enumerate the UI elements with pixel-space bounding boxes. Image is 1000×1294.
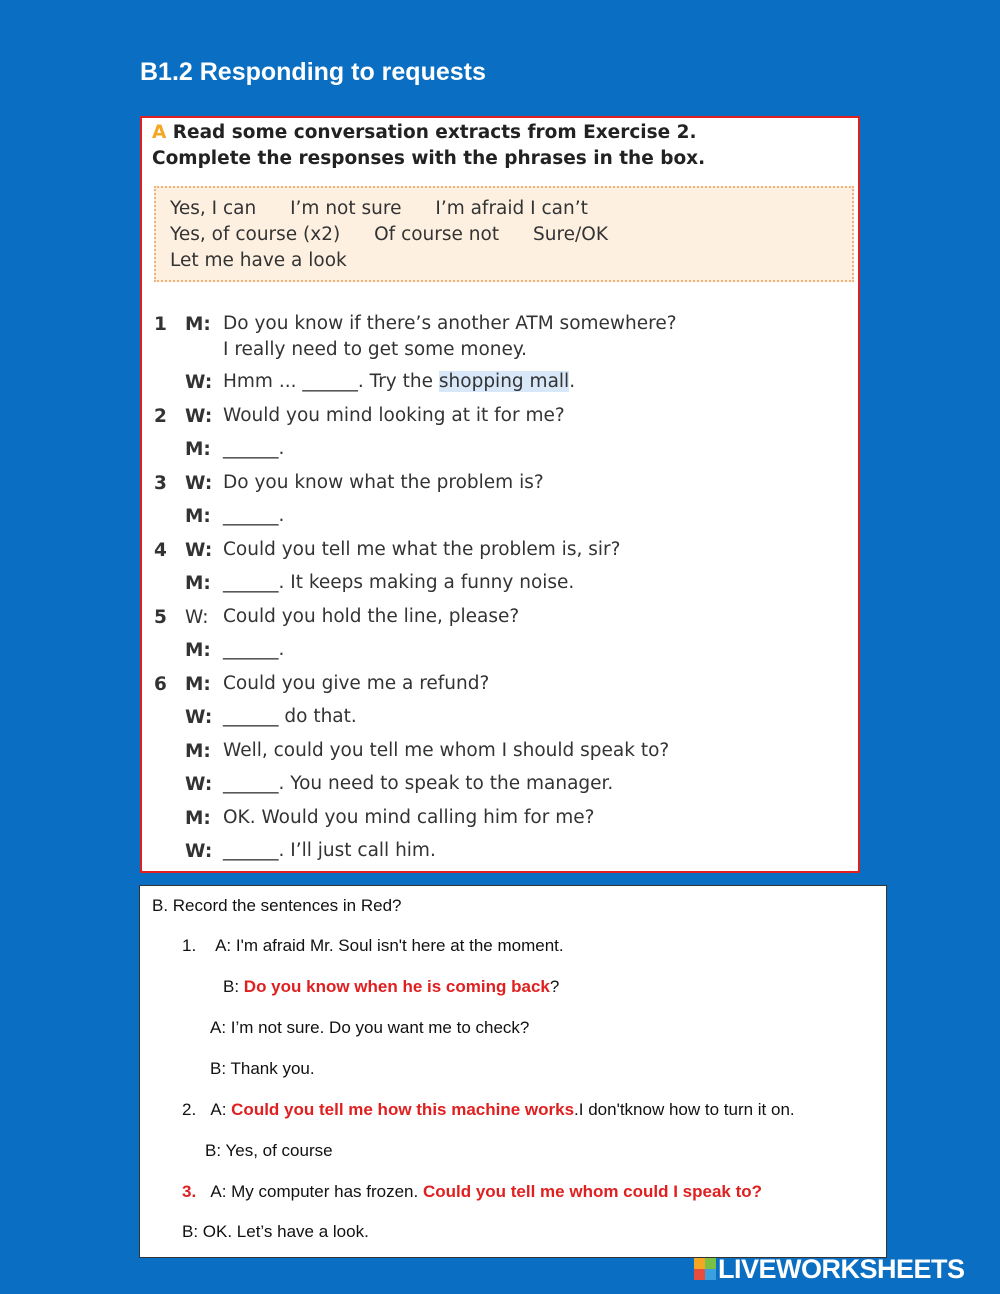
line-text: A: My computer has frozen. [210, 1182, 423, 1201]
speaker-label: W: [185, 405, 213, 427]
line-text-part: Do you know if there’s another ATM somewhere? [223, 313, 677, 334]
exercise-a-panel [140, 116, 860, 873]
dialogue-line [142, 601, 858, 635]
phrase: Let me have a look [170, 250, 347, 271]
dialogue-line [142, 467, 858, 501]
line-text [223, 537, 843, 563]
item-number: 1. [182, 936, 197, 955]
dialogue-line [142, 835, 858, 869]
phrase: Of course not [374, 224, 500, 245]
dialogue-line [142, 735, 858, 769]
item-number: 4 [154, 539, 167, 561]
line-text [223, 403, 843, 429]
line-text-part: ______. [223, 438, 285, 459]
line-text: .I don'tknow how to turn it on. [574, 1100, 795, 1119]
phrase-row [170, 222, 838, 248]
highlighted-phrase: shopping mall [438, 371, 570, 392]
line-text [223, 671, 843, 697]
line-text-part: Well, could you tell me whom I should speak to? [223, 739, 670, 761]
line-text [223, 503, 843, 529]
line-text-part: Could you tell me what the problem is, sir? [223, 538, 621, 560]
speaker-label: M: [185, 573, 211, 594]
line-text: ? [549, 977, 560, 996]
phrase: I’m not sure [290, 198, 402, 219]
exercise-b-heading: B. Record the sentences in Red? [152, 896, 402, 915]
speaker-label: M: [185, 314, 211, 335]
dialogue-line [142, 567, 858, 601]
dialogue-line [142, 433, 858, 467]
line-text-part: Could you give me a refund? [223, 672, 490, 694]
speaker-label: W: [185, 372, 213, 393]
dialogue-line [142, 701, 858, 735]
line-text-continued: I really need to get some money. [223, 339, 528, 360]
logo-mark-icon [694, 1258, 716, 1280]
line-text [223, 311, 843, 363]
dialogue-line [182, 1182, 762, 1202]
red-sentence: Do you know when he is coming back [243, 977, 550, 996]
dialogue-line [142, 768, 858, 802]
line-text [223, 570, 843, 596]
line-text-part: ______. You need to speak to the manager. [223, 773, 614, 794]
item-number: 6 [154, 673, 167, 695]
speaker-label: M: [185, 740, 211, 762]
line-text-part: ______. [223, 639, 285, 660]
line-text [223, 805, 843, 831]
speaker-label: W: [185, 707, 213, 728]
line-text-part: Would you mind looking at it for me? [223, 404, 565, 426]
line-text-part: ______. I’ll just call him. [223, 840, 436, 861]
line-text-part: Hmm ... ______. Try the [223, 371, 439, 392]
line-text: B: [223, 977, 244, 996]
instruction-line: Complete the responses with the phrases in the box. [152, 148, 706, 169]
dialogue-line [142, 668, 858, 702]
phrase: Sure/OK [532, 224, 608, 245]
phrase: I’m afraid I can’t [435, 198, 588, 219]
dialogue-line [142, 366, 858, 400]
dialogue-line [182, 936, 564, 956]
speaker-label: W: [185, 472, 213, 494]
exercise-b-panel [139, 885, 887, 1258]
item-number: 3 [154, 472, 167, 494]
speaker-label: W: [185, 841, 213, 862]
speaker-label: M: [185, 439, 211, 460]
instruction-line: Read some conversation extracts from Exercise 2. [172, 122, 697, 143]
line-text-part: ______. [223, 505, 285, 526]
item-number: 5 [154, 606, 167, 628]
phrase-row [170, 196, 838, 222]
line-text: A: I'm afraid Mr. Soul isn't here at the moment. [215, 936, 564, 955]
phrase-row [170, 248, 838, 274]
dialogue-line: B: Yes, of course [205, 1141, 333, 1160]
item-number: 2. [182, 1100, 197, 1119]
line-text [223, 604, 843, 630]
item-number: 3. [182, 1182, 197, 1201]
line-text [223, 470, 843, 496]
line-text-part: Could you hold the line, please? [223, 605, 520, 627]
line-text [223, 704, 843, 730]
exercise-letter: A [152, 122, 167, 143]
line-text [223, 838, 843, 864]
speaker-label: M: [185, 506, 211, 527]
red-sentence: Could you tell me whom could I speak to? [422, 1182, 763, 1201]
line-text-part: ______ do that. [223, 706, 357, 727]
logo-text: LIVEWORKSHEETS [718, 1254, 965, 1284]
line-text [223, 369, 843, 395]
line-text-part: . [569, 371, 576, 392]
phrase: Yes, I can [170, 198, 257, 219]
dialogue-line [142, 634, 858, 668]
dialogue-line [142, 308, 858, 366]
dialogue-line [142, 400, 858, 434]
line-text [223, 436, 843, 462]
dialogue-line [142, 500, 858, 534]
speaker-label: M: [185, 673, 211, 695]
dialogue-line: B: Thank you. [210, 1059, 315, 1078]
exercise-a-instructions [152, 120, 852, 172]
speaker-label: W: [185, 606, 209, 628]
dialogue-list [142, 308, 858, 869]
dialogue-line [142, 534, 858, 568]
phrase: Yes, of course (x2) [170, 224, 341, 245]
item-number: 1 [154, 314, 167, 335]
line-text [223, 637, 843, 663]
item-number: 2 [154, 405, 167, 427]
line-text-part: ______. It keeps making a funny noise. [223, 572, 575, 593]
phrase-box [154, 186, 854, 282]
line-text [223, 738, 843, 764]
dialogue-line [223, 977, 559, 997]
line-text-part: Do you know what the problem is? [223, 471, 544, 493]
line-text [223, 771, 843, 797]
line-text-part: OK. Would you mind calling him for me? [223, 806, 595, 828]
dialogue-line: A: I’m not sure. Do you want me to check? [210, 1018, 530, 1037]
red-sentence: Could you tell me how this machine works [231, 1100, 575, 1119]
speaker-label: M: [185, 807, 211, 829]
page-title: B1.2 Responding to requests [140, 58, 486, 86]
line-text: A: [210, 1100, 232, 1119]
speaker-label: W: [185, 539, 213, 561]
speaker-label: M: [185, 640, 211, 661]
liveworksheets-logo [694, 1254, 994, 1286]
dialogue-line: B: OK. Let’s have a look. [182, 1222, 369, 1241]
dialogue-line [142, 802, 858, 836]
dialogue-line [182, 1100, 795, 1120]
speaker-label: W: [185, 774, 213, 795]
